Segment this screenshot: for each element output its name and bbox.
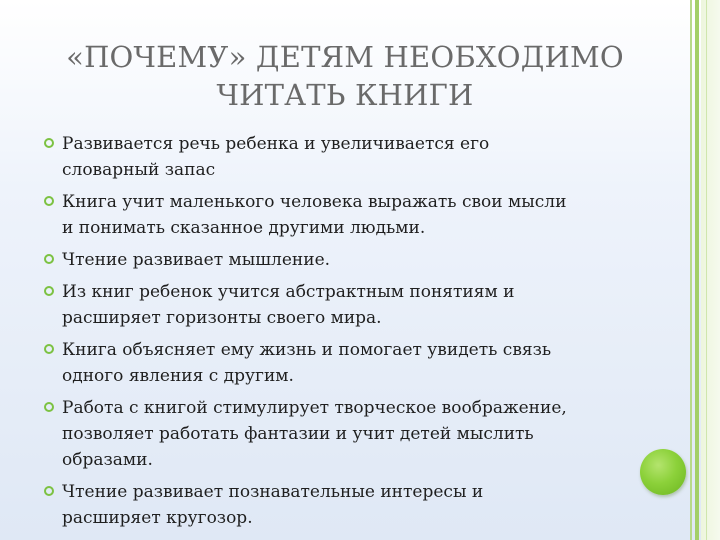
decor-stripe [701,0,720,540]
bullet-item [44,189,634,241]
bullet-text: Книга учит маленького человека выражать свои мысли [62,192,567,212]
bullet-item [44,131,634,183]
bullet-text: образами. [62,450,153,470]
green-ball-icon [640,449,686,495]
bullet-item [44,337,634,389]
slide-title-line: ЧИТАТЬ КНИГИ [216,78,474,112]
decor-stripe [706,0,707,540]
circle-bullet-icon [44,402,54,412]
decor-stripe [690,0,692,540]
circle-bullet-icon [44,138,54,148]
bullet-text: Из книг ребенок учится абстрактным понятиям и [62,282,515,302]
slide-title-line: «ПОЧЕМУ» ДЕТЯМ НЕОБХОДИМО [66,40,624,74]
bullet-text: и понимать сказанное другими людьми. [62,218,426,238]
bullet-text: позволяет работать фантазии и учит детей мыслить [62,424,534,444]
bullet-item [44,395,634,473]
circle-bullet-icon [44,196,54,206]
bullet-text: словарный запас [62,160,216,180]
bullet-item [44,247,634,273]
slide-title [40,38,650,114]
bullet-text: Чтение развивает познавательные интересы и [62,482,484,502]
bullet-list [44,131,634,537]
bullet-text: Книга объясняет ему жизнь и помогает увидеть связь [62,340,552,360]
bullet-text: одного явления с другим. [62,366,294,386]
circle-bullet-icon [44,486,54,496]
bullet-item [44,279,634,331]
bullet-item [44,479,634,531]
bullet-text: Чтение развивает мышление. [62,250,331,270]
decor-stripe [695,0,699,540]
circle-bullet-icon [44,344,54,354]
bullet-text: Развивается речь ребенка и увеличивается его [62,134,490,154]
bullet-text: Работа с книгой стимулирует творческое воображение, [62,398,567,418]
bullet-text: расширяет кругозор. [62,508,253,528]
circle-bullet-icon [44,286,54,296]
circle-bullet-icon [44,254,54,264]
bullet-text: расширяет горизонты своего мира. [62,308,382,328]
